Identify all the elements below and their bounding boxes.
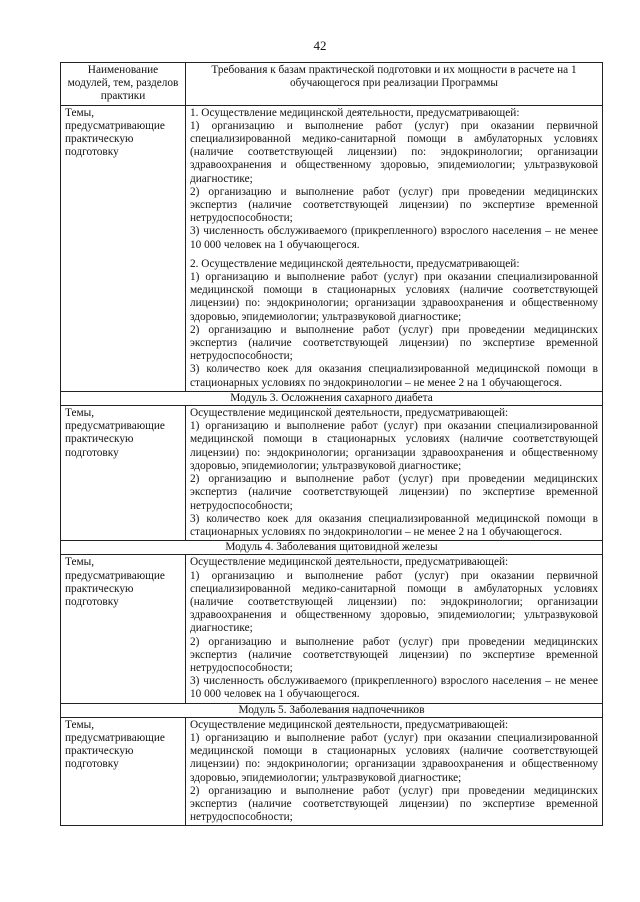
requirement-block [190,258,598,390]
table-header-row [61,63,603,106]
requirement-paragraph: 2) организацию и выполнение работ (услуг) при проведении медицинских экспертиз (наличие соответствующей лицензии) по экспертизе временной нетрудоспособности; [190,784,598,824]
topic-cell: Темы, предусматривающие практическую подготовку [61,555,186,703]
table-row [61,406,603,541]
requirement-paragraph: 1. Осуществление медицинской деятельности, предусматривающей: [190,106,520,119]
requirement-paragraph: 3) численность обслуживаемого (прикрепленного) взрослого населения – не менее 10 000 человек на 1 обучающегося. [190,225,598,251]
module-heading-row [61,541,603,555]
table-row [61,555,603,703]
requirements-cell [186,406,603,541]
topic-cell: Темы, предусматривающие практическую подготовку [61,717,186,826]
module-heading: Модуль 4. Заболевания щитовидной железы [61,541,603,555]
requirement-paragraph: 3) численность обслуживаемого (прикрепленного) взрослого населения – не менее 10 000 человек на 1 обучающегося. [190,675,598,701]
requirement-paragraph: 1) организацию и выполнение работ (услуг) при оказании специализированной медицинской помощи в стационарных условиях (наличие соответствующей лицензии) по: эндокринологии; организации здравоохранения и общественному здоровью, эпидемиологии; ультразвуковой диагностике; [190,420,598,472]
requirement-paragraph: 3) количество коек для оказания специализированной медицинской помощи в стационарных условиях по эндокринологии – не менее 2 на 1 обучающегося. [190,363,598,389]
requirements-cell [186,555,603,703]
requirement-paragraph: 2) организацию и выполнение работ (услуг) при проведении медицинских экспертиз (наличие соответствующей лицензии) по экспертизе временной нетрудоспособности; [190,473,598,512]
requirement-paragraph: 2. Осуществление медицинской деятельности, предусматривающей: [190,257,520,270]
requirement-paragraph: 3) количество коек для оказания специализированной медицинской помощи в стационарных условиях по эндокринологии – не менее 2 на 1 обучающегося. [190,512,598,538]
requirements-cell [186,105,603,391]
requirement-paragraph: 2) организацию и выполнение работ (услуг) при проведении медицинских экспертиз (наличие соответствующей лицензии) по экспертизе временной нетрудоспособности; [190,323,598,363]
requirement-paragraph: 2) организацию и выполнение работ (услуг) при проведении медицинских экспертиз (наличие соответствующей лицензии) по экспертизе временной нетрудоспособности; [190,635,598,674]
requirement-paragraph: Осуществление медицинской деятельности, предусматривающей: [190,556,509,569]
requirement-block [190,556,598,701]
table-row [61,105,603,391]
requirement-paragraph: 2) организацию и выполнение работ (услуг) при проведении медицинских экспертиз (наличие соответствующей лицензии) по экспертизе временной нетрудоспособности; [190,185,598,225]
module-heading-row [61,391,603,405]
module-heading: Модуль 3. Осложнения сахарного диабета [61,391,603,405]
requirement-paragraph: 1) организацию и выполнение работ (услуг) при оказании первичной специализированной медико-санитарной помощи в амбулаторных условиях (наличие соответствующей лицензии) по: эндокринологии; организации здравоохранения и общественному здоровью, эпидемиологии; ультразвуковой диагностике; [190,569,598,635]
requirement-block [190,107,598,252]
module-heading: Модуль 5. Заболевания надпочечников [61,703,603,717]
topic-cell: Темы, предусматривающие практическую подготовку [61,406,186,541]
requirement-paragraph: 1) организацию и выполнение работ (услуг) при оказании специализированной медицинской помощи в стационарных условиях (наличие соответствующей лицензии) по: эндокринологии; организации здравоохранения и общественному здоровью, эпидемиологии; ультразвуковой диагностике; [190,271,598,323]
requirement-block [190,719,598,825]
requirement-paragraph: 1) организацию и выполнение работ (услуг) при оказании первичной специализированной медико-санитарной помощи в амбулаторных условиях (наличие соответствующей лицензии) по: эндокринологии; организации здравоохранения и общественному здоровью, эпидемиологии; ультразвуковой диагностике; [190,119,598,185]
header-requirements: Требования к базам практической подготовки и их мощности в расчете на 1 обучающегося при реализации Программы [186,63,603,106]
requirements-table [60,62,603,826]
module-heading-row [61,703,603,717]
table-row [61,717,603,826]
requirement-paragraph: 1) организацию и выполнение работ (услуг) при оказании специализированной медицинской помощи в стационарных условиях (наличие соответствующей лицензии) по: эндокринологии; организации здравоохранения и общественному здоровью, эпидемиологии; ультразвуковой диагностике; [190,731,598,784]
requirement-paragraph: Осуществление медицинской деятельности, предусматривающей: [190,407,509,420]
table-body [61,105,603,826]
requirement-paragraph: Осуществление медицинской деятельности, предусматривающей: [190,718,509,731]
topic-cell: Темы, предусматривающие практическую подготовку [61,105,186,391]
requirements-cell [186,717,603,826]
requirement-block [190,407,598,539]
page-number: 42 [313,38,327,53]
header-modules: Наименование модулей, тем, разделов практики [61,63,186,106]
